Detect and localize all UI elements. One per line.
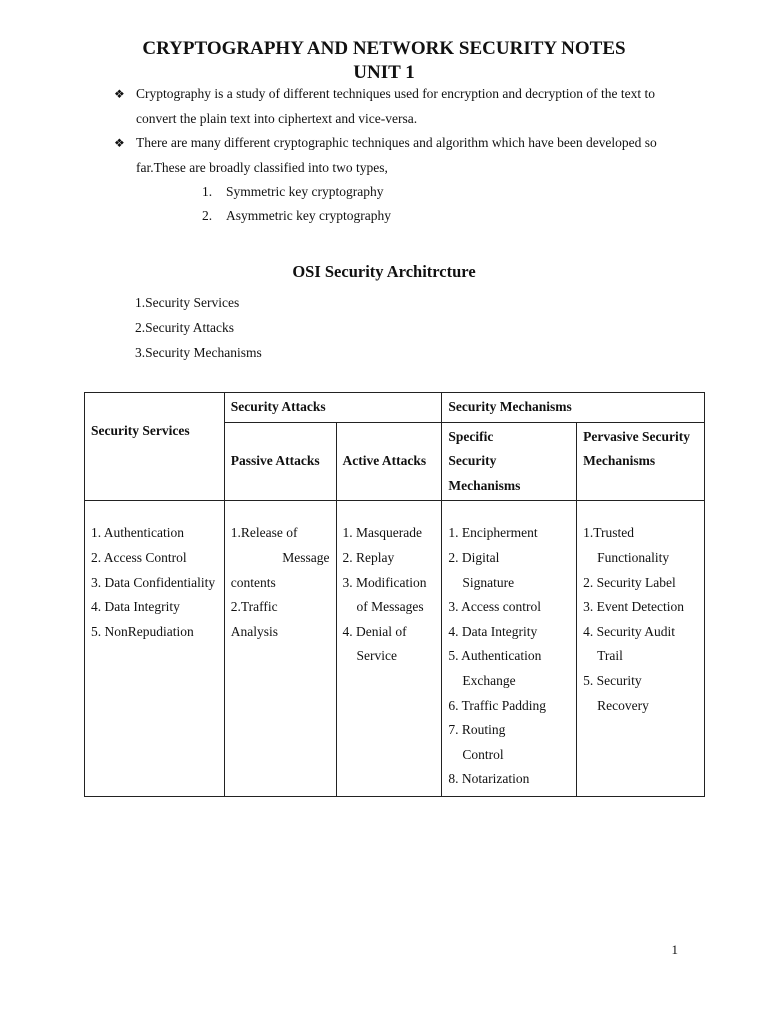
page-number: 1 [671, 942, 678, 957]
list-item: 1.Security Services [135, 295, 240, 310]
osi-security-table [84, 392, 705, 797]
header-pervasive-mechanisms: Pervasive Security Mechanisms [577, 422, 705, 501]
unit-title: UNIT 1 [353, 62, 415, 83]
header-specific-mechanisms: Specific Security Mechanisms [442, 422, 577, 501]
list-item: 2. Asymmetric key cryptography [202, 208, 391, 223]
header-passive-attacks: Passive Attacks [224, 422, 336, 501]
list-item: 1. Symmetric key cryptography [202, 184, 384, 199]
pervasive-mechanisms-cell: 1.Trusted Functionality 2. Security Label 3. Event Detection 4. Security Audit Trail 5. Security Recovery [577, 501, 705, 797]
list-item: 2.Security Attacks [135, 320, 234, 335]
intro-bullet-1 [110, 82, 690, 131]
diamond-bullet-icon: ❖ [114, 87, 125, 101]
header-security-mechanisms: Security Mechanisms [442, 393, 705, 423]
header-security-services: Security Services [85, 393, 225, 501]
table-row [85, 501, 705, 797]
specific-mechanisms-cell: 1. Encipherment 2. Digital Signature 3. Access control 4. Data Integrity 5. Authentication Exchange 6. Traffic Padding 7. Routing Control 8. Notarization [442, 501, 577, 797]
osi-list [135, 290, 262, 365]
passive-attacks-cell: 1.Release of Message contents 2.Traffic Analysis [224, 501, 336, 797]
bullet-1-text: Cryptography is a study of different techniques used for encryption and decryption of the text to convert the plain text into ciphertext and vice-versa. [136, 86, 655, 126]
bullet-2-text: There are many different cryptographic techniques and algorithm which have been developed so far.These are broadly classified into two types, [136, 135, 657, 175]
crypto-types-list [110, 180, 690, 228]
header-active-attacks: Active Attacks [336, 422, 442, 501]
active-attacks-cell: 1. Masquerade 2. Replay 3. Modification of Messages 4. Denial of Service [336, 501, 442, 797]
intro-bullet-2 [110, 131, 690, 180]
document-title: CRYPTOGRAPHY AND NETWORK SECURITY NOTES [142, 38, 626, 59]
list-item: 3.Security Mechanisms [135, 345, 262, 360]
osi-heading: OSI Security Architrcture [292, 262, 476, 281]
table-header-row-1 [85, 393, 705, 423]
diamond-bullet-icon: ❖ [114, 136, 125, 150]
intro-section [110, 82, 690, 228]
services-cell: 1. Authentication 2. Access Control 3. Data Confidentiality 4. Data Integrity 5. NonRepudiation [85, 501, 225, 797]
header-security-attacks: Security Attacks [224, 393, 442, 423]
